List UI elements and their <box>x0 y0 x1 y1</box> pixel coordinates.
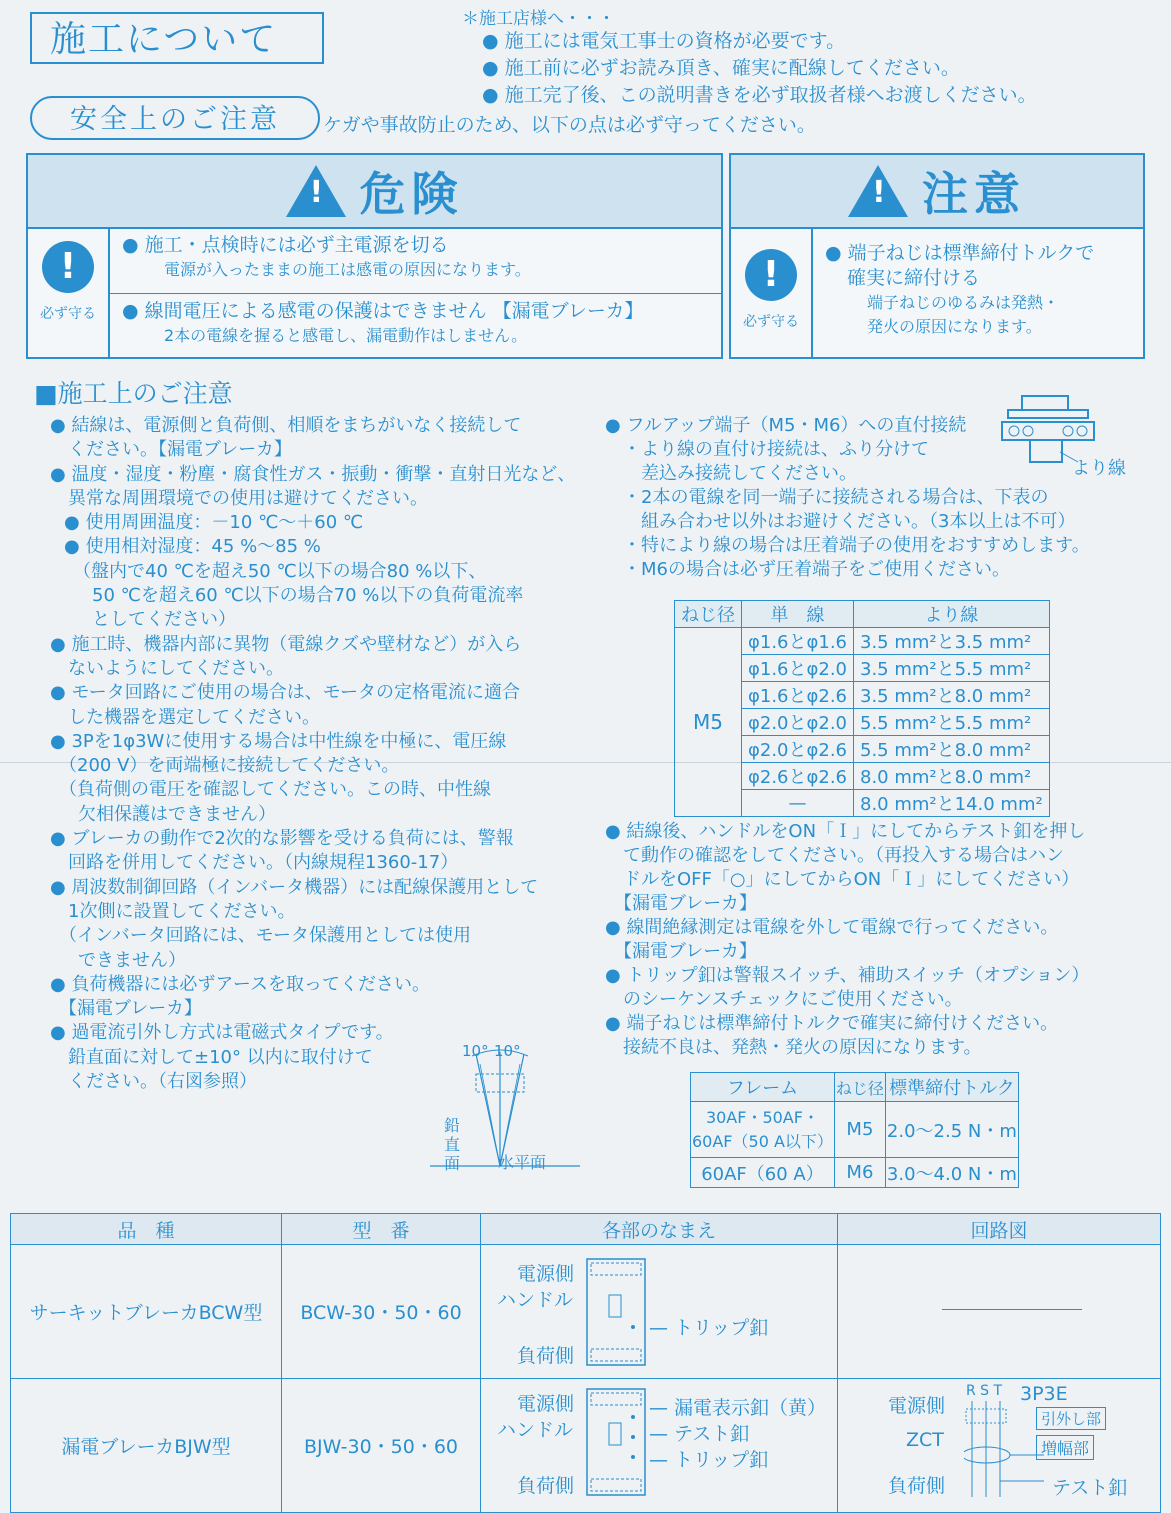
danger-item: ● 線間電圧による感電の保護はできません 【漏電ブレーカ】 2本の電線を握ると感電し、漏電動作はしません。 <box>122 300 644 345</box>
line-text: （インバータ回路には、モータ保護用としては使用 <box>68 925 472 947</box>
line-text: ・2本の電線を同一端子に接続される場合は、下表の <box>623 487 1049 508</box>
bullet-line <box>50 414 575 438</box>
text-line <box>605 534 1090 558</box>
table-row <box>11 1245 1161 1379</box>
vertical-plane-label: 鉛 直 面 <box>444 1116 461 1173</box>
table-header: 単 線 <box>742 601 854 628</box>
line-text: 端子ねじは標準締付トルクで確実に締付けください。 <box>626 1013 1059 1034</box>
warning-triangle-icon: ! <box>286 165 346 217</box>
bullet-dot: ● <box>50 463 72 485</box>
bullet-dot: ● <box>605 1013 627 1034</box>
bullet-dot: ● <box>605 965 627 986</box>
bullet-dot: ● <box>605 821 627 842</box>
parts-label: — トリップ釦 <box>649 1317 769 1339</box>
line-text: トリップ釦は警報スイッチ、補助スイッチ（オプション） <box>626 965 1090 986</box>
table-header: ねじ径 <box>834 1073 885 1102</box>
table-row: φ2.6とφ2.6 8.0 mm²と8.0 mm² <box>675 763 1050 790</box>
danger-title: 危険 <box>359 167 464 221</box>
line-text: （負荷側の電圧を確認してください。この時、中性線 <box>68 779 491 801</box>
text-line <box>50 924 575 948</box>
product-model: BCW-30・50・60 <box>282 1245 481 1379</box>
bullet-dot <box>74 585 92 606</box>
bullet-line <box>605 916 1089 940</box>
mandatory-label: 必ず守る <box>40 306 96 322</box>
bullet-line <box>50 681 575 705</box>
bullet-dot <box>605 989 623 1010</box>
circuit-label: R S T <box>966 1383 1003 1399</box>
stranded-wire-label: より線 <box>1072 458 1126 479</box>
text-line <box>50 851 575 875</box>
text-line <box>50 754 575 778</box>
bullet-dot <box>605 559 623 580</box>
breaker-icon <box>585 1257 647 1367</box>
table-row: φ1.6とφ2.0 3.5 mm²と5.5 mm² <box>675 655 1050 682</box>
mandatory-label: 必ず守る <box>743 314 799 330</box>
parts-diagram-cell <box>481 1379 838 1513</box>
table-header: 型 番 <box>282 1214 481 1245</box>
line-text: ブレーカの動作で2次的な影響を受ける負荷には、警報 <box>71 828 514 850</box>
bullet-dot: ● <box>64 512 86 534</box>
parts-label: 電源側 <box>517 1393 575 1415</box>
table-header-row <box>675 601 1050 628</box>
table-header: フレーム <box>691 1073 835 1102</box>
table-row: φ1.6とφ2.6 3.5 mm²と8.0 mm² <box>675 682 1050 709</box>
text-line <box>605 510 1090 534</box>
text-line <box>50 949 575 973</box>
bullet-dot: ● <box>605 917 627 938</box>
bullet-dot <box>50 901 68 922</box>
bullet-dot: ● <box>50 415 72 436</box>
text-line <box>50 608 575 632</box>
line-text: 3Pを1φ3Wに使用する場合は中性線を中極に、電圧線 <box>71 730 507 752</box>
bullet-dot <box>50 488 68 509</box>
text-line <box>605 844 1089 868</box>
line-text: ・M6の場合は必ず圧着端子をご使用ください。 <box>623 559 1010 580</box>
bullet-dot <box>50 925 68 946</box>
table-row: φ2.0とφ2.0 5.5 mm²と5.5 mm² <box>675 709 1050 736</box>
line-text: 接続不良は、発熱・発火の原因になります。 <box>623 1037 982 1058</box>
line-text: 結線後、ハンドルをON「Ｉ」にしてからテスト釦を押し <box>626 821 1086 842</box>
line-text: 鉛直面に対して±10° 以内に取付けて <box>68 1046 373 1068</box>
construction-notes-title: ■施工上のご注意 <box>34 379 233 408</box>
parts-label: — テスト釦 <box>649 1423 750 1445</box>
text-line <box>605 1036 1089 1060</box>
bullet-line <box>50 730 575 754</box>
exclamation-circle-icon: ! <box>745 249 797 301</box>
circuit-label: 引外し部 <box>1036 1407 1106 1430</box>
parts-label: ハンドル <box>497 1289 574 1311</box>
text-line <box>50 584 575 608</box>
bullet-dot <box>605 535 623 556</box>
safety-note: ケガや事故防止のため、以下の点は必ず守ってください。 <box>323 114 816 136</box>
line-text: 線間絶縁測定は電線を外して電線で行ってください。 <box>626 917 1059 938</box>
angle-label: 10° <box>494 1042 521 1060</box>
bullet-dot: ● <box>50 828 72 850</box>
bullet-dot: ● <box>605 415 627 436</box>
bullet-dot: ● <box>50 1022 72 1044</box>
safety-title: 安全上のご注意 <box>30 96 320 140</box>
circuit-diagram-cell <box>838 1245 1161 1379</box>
bullet-dot: ● <box>50 730 72 752</box>
bullet-dot <box>50 1047 68 1068</box>
installer-note-heading: ＊施工店様へ・・・ <box>462 9 615 29</box>
bullet-dot <box>50 998 68 1019</box>
bullet-dot <box>605 487 623 508</box>
text-line <box>605 558 1090 582</box>
table-header: 品 種 <box>11 1214 282 1245</box>
parts-diagram-cell <box>481 1245 838 1379</box>
danger-title-bar <box>28 155 721 229</box>
line-text: としてください） <box>92 609 236 631</box>
parts-label: 負荷側 <box>517 1345 575 1367</box>
text-line <box>605 988 1089 1012</box>
line-text: 結線は、電源側と負荷側、相順をまちがいなく接続して <box>71 415 522 436</box>
bullet-dot <box>74 609 92 630</box>
table-header-row <box>11 1214 1161 1245</box>
bullet-line <box>605 1012 1089 1036</box>
table-row: φ2.0とφ2.6 5.5 mm²と8.0 mm² <box>675 736 1050 763</box>
parts-label: 電源側 <box>517 1263 575 1285</box>
horizontal-plane-label: 水平面 <box>498 1153 547 1172</box>
torque-table <box>690 1072 1019 1188</box>
line-text: ドルをOFF「○」にしてからON「Ｉ」にしてください） <box>623 869 1080 890</box>
parts-label: 負荷側 <box>517 1475 575 1497</box>
text-line <box>50 487 575 511</box>
line-text: 差込み接続してください。 <box>623 463 857 484</box>
danger-box <box>26 153 723 359</box>
line-text: フルアップ端子（M5・M6）への直付接続 <box>626 415 967 436</box>
line-text: 【漏電ブレーカ】 <box>623 941 757 962</box>
text-line <box>50 438 575 462</box>
bullet-dot <box>605 463 623 484</box>
bullet-line <box>50 511 575 535</box>
circuit-label: ZCT <box>906 1429 944 1451</box>
circuit-line <box>942 1309 1082 1310</box>
bullet-dot <box>64 561 82 582</box>
text-line <box>50 803 575 827</box>
line-text: ないようにしてください。 <box>68 657 284 679</box>
line-text: 周波数制御回路（インバータ機器）には配線保護用として <box>71 876 539 898</box>
line-text: 【漏電ブレーカ】 <box>68 998 202 1020</box>
angle-label: 10° <box>462 1042 489 1060</box>
circuit-label: 3P3E <box>1020 1383 1068 1405</box>
table-header: 標準締付トルク <box>885 1073 1018 1102</box>
parts-label: — 漏電表示釦（黄） <box>649 1397 827 1419</box>
wire-combination-table <box>674 600 1050 817</box>
line-text: できません） <box>78 949 186 971</box>
bullet-line <box>50 973 575 997</box>
text-line <box>605 940 1089 964</box>
line-text: 温度・湿度・粉塵・腐食性ガス・振動・衝撃・直射日光など、 <box>71 463 576 485</box>
table-row: 30AF・50AF・ 60AF（50 A以下） M5 2.0～2.5 N・m <box>691 1102 1019 1158</box>
bullet-dot <box>50 852 68 873</box>
parts-label: ハンドル <box>497 1419 574 1441</box>
bullet-dot <box>605 893 623 914</box>
table-row: — 8.0 mm²と14.0 mm² <box>675 790 1050 817</box>
caution-box <box>729 153 1145 359</box>
screw-size-cell: M5 <box>675 628 742 817</box>
table-header: 回路図 <box>838 1214 1161 1245</box>
mandatory-icon-cell <box>28 227 110 357</box>
bullet-dot <box>50 1071 68 1092</box>
earth-leakage-breaker-icon <box>585 1387 647 1497</box>
bullet-dot <box>50 755 68 776</box>
circuit-label: 増幅部 <box>1036 1435 1094 1460</box>
bullet-dot <box>50 707 68 728</box>
bullet-dot <box>605 941 623 962</box>
line-text: 過電流引外し方式は電磁式タイプです。 <box>71 1022 394 1044</box>
bullet-line <box>50 463 575 487</box>
bullet-dot <box>605 439 623 460</box>
table-header: 各部のなまえ <box>481 1214 838 1245</box>
circuit-diagram-cell <box>838 1379 1161 1513</box>
line-text: 50 ℃を超え60 ℃以下の場合70 %以下の負荷電流率 <box>92 585 524 607</box>
notice-item: ● 施工完了後、この説明書きを必ず取扱者様へお渡しください。 <box>482 84 1037 106</box>
line-text: ・特により線の場合は圧着端子の使用をおすすめします。 <box>623 535 1090 556</box>
bullet-dot <box>60 804 78 825</box>
text-line <box>50 560 575 584</box>
exclamation-circle-icon: ! <box>42 241 94 293</box>
bullet-dot <box>60 950 78 971</box>
bullet-line <box>50 535 575 559</box>
line-text: 負荷機器には必ずアースを取ってください。 <box>71 973 430 995</box>
circuit-label: 負荷側 <box>888 1475 946 1497</box>
bullet-line <box>50 876 575 900</box>
text-line <box>50 900 575 924</box>
text-line <box>50 778 575 802</box>
line-text: 異常な周囲環境での使用は避けてください。 <box>68 487 428 509</box>
bullet-dot: ● <box>50 876 72 898</box>
line-text: 使用相対湿度：45 %～85 % <box>85 536 321 558</box>
bullet-line <box>605 820 1089 844</box>
line-text: ・より線の直付け接続は、ふり分けて <box>623 439 929 460</box>
line-text: （盤内で40 ℃を超え50 ℃以下の場合80 %以下、 <box>82 560 487 582</box>
line-text: のシーケンスチェックにご使用ください。 <box>623 989 963 1010</box>
bullet-dot: ● <box>64 536 86 558</box>
line-text: ください。（右図参照） <box>68 1071 257 1093</box>
bullet-dot <box>50 439 68 460</box>
table-row <box>11 1379 1161 1513</box>
line-text: 1次側に設置してください。 <box>68 900 296 922</box>
bullet-dot <box>605 511 623 532</box>
bullet-dot <box>50 658 68 679</box>
caution-item: ● 端子ねじは標準締付トルクで 確実に締付ける 端子ねじのゆるみは発熱・ 発火の原因になります。 <box>825 242 1095 336</box>
notice-item: ● 施工前に必ずお読み頂き、確実に配線してください。 <box>482 57 960 79</box>
line-text: 回路を併用してください。（内線規程1360-17） <box>68 852 459 874</box>
line-text: 欠相保護はできません） <box>78 803 276 825</box>
mandatory-icon-cell <box>731 227 813 357</box>
product-kind: サーキットブレーカBCW型 <box>11 1245 282 1379</box>
text-line <box>605 868 1089 892</box>
text-line <box>50 997 575 1021</box>
text-line <box>605 486 1090 510</box>
warning-triangle-icon: ! <box>848 165 908 217</box>
table-header: より線 <box>854 601 1050 628</box>
line-text: モータ回路にご使用の場合は、モータの定格電流に適合 <box>71 682 520 704</box>
line-text: （200 V）を両端極に接続してください。 <box>68 755 400 777</box>
text-line <box>50 706 575 730</box>
line-text: て動作の確認をしてください。（再投入する場合はハン <box>623 845 1064 866</box>
table-row: M5 φ1.6とφ1.6 3.5 mm²と3.5 mm² <box>675 628 1050 655</box>
line-text: した機器を選定してください。 <box>68 706 320 728</box>
line-text: 【漏電ブレーカ】 <box>623 893 757 914</box>
text-line <box>50 657 575 681</box>
table-row: 60AF（60 A） M6 3.0～4.0 N・m <box>691 1158 1019 1188</box>
left-column <box>50 414 575 1094</box>
line-text: 組み合わせ以外はお避けください。（3本以上は不可） <box>623 511 1076 532</box>
line-text: 使用周囲温度：－10 ℃～＋60 ℃ <box>85 512 364 534</box>
caution-title: 注意 <box>922 167 1026 221</box>
bullet-dot <box>605 845 623 866</box>
bullet-dot: ● <box>50 973 72 995</box>
product-model: BJW-30・50・60 <box>282 1379 481 1513</box>
circuit-label: テスト釦 <box>1052 1477 1128 1499</box>
table-header: ねじ径 <box>675 601 742 628</box>
bullet-dot: ● <box>50 633 72 655</box>
line-text: ください。【漏電ブレーカ】 <box>68 439 292 461</box>
text-line <box>605 892 1089 916</box>
installer-notices <box>482 28 1037 109</box>
table-header-row <box>691 1073 1019 1102</box>
bullet-dot <box>605 869 623 890</box>
right-column-bottom <box>605 820 1089 1060</box>
notice-item: ● 施工には電気工事士の資格が必要です。 <box>482 30 846 52</box>
section-title-construction: 施工について <box>30 12 324 64</box>
bullet-dot <box>605 1037 623 1058</box>
product-kind: 漏電ブレーカBJW型 <box>11 1379 282 1513</box>
product-table <box>10 1213 1161 1513</box>
line-text: 施工時、機器内部に異物（電線クズや壁材など）が入ら <box>71 633 522 655</box>
bullet-dot: ● <box>50 682 72 704</box>
caution-title-bar <box>731 155 1143 229</box>
bullet-line <box>50 633 575 657</box>
divider <box>110 293 721 294</box>
bullet-line <box>50 827 575 851</box>
danger-item: ● 施工・点検時には必ず主電源を切る 電源が入ったままの施工は感電の原因になります。 <box>122 234 531 279</box>
bullet-dot <box>50 779 68 800</box>
circuit-label: 電源側 <box>888 1395 946 1417</box>
bullet-line <box>605 964 1089 988</box>
parts-label: — トリップ釦 <box>649 1449 769 1471</box>
